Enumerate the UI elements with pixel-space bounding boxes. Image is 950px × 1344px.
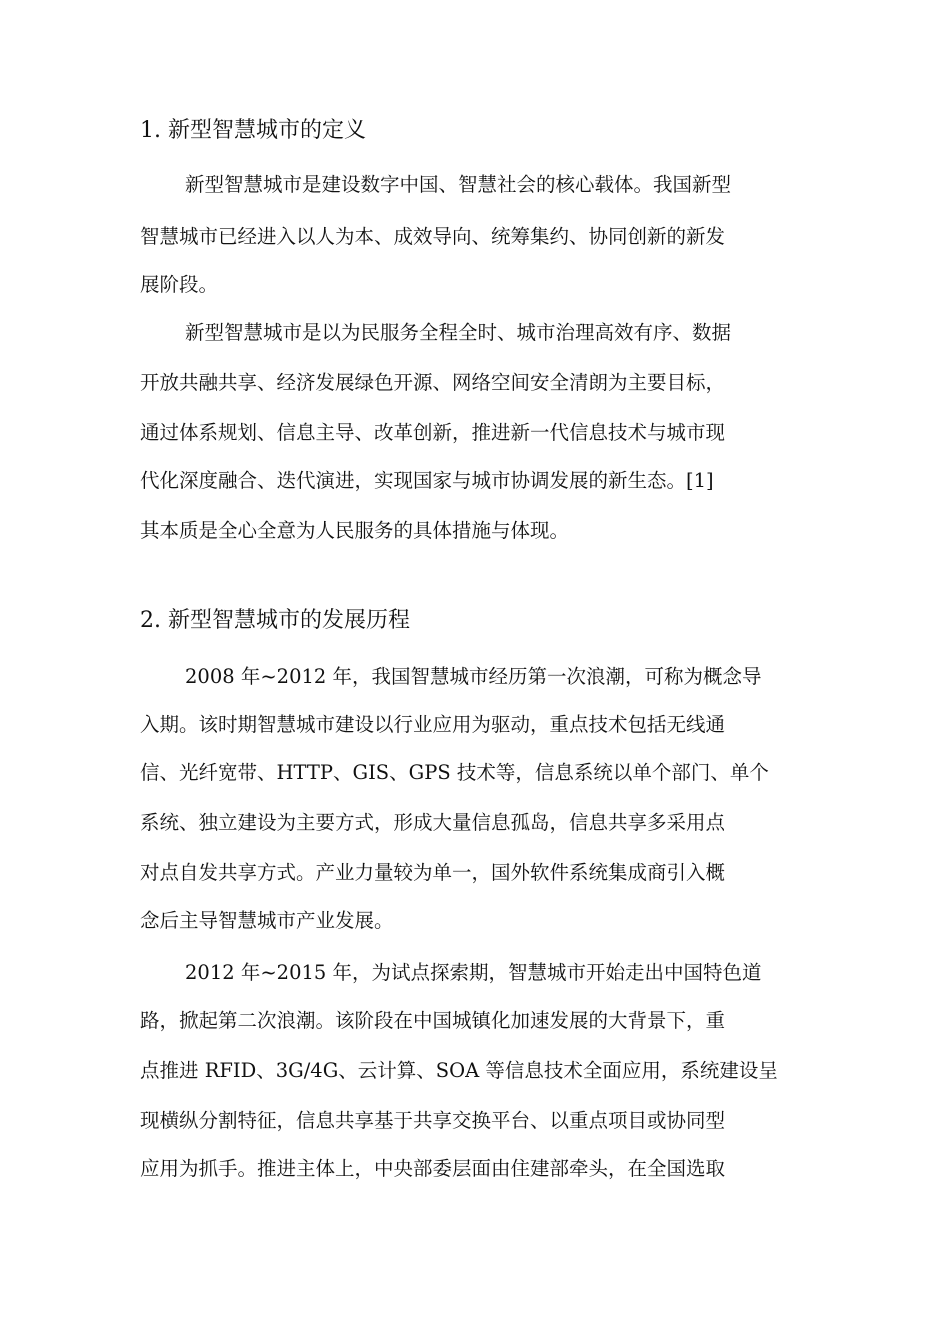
section-2-para-1-line: 入期。该时期智慧城市建设以行业应用为驱动，重点技术包括无线通 [140, 713, 726, 736]
section-2-para-2-line: 2012 年~2015 年，为试点探索期，智慧城市开始走出中国特色道 [185, 961, 762, 984]
section-2-para-1-line: 对点自发共享方式。产业力量较为单一，国外软件系统集成商引入概 [140, 861, 726, 884]
section-2-para-2-line: 现横纵分割特征，信息共享基于共享交换平台、以重点项目或协同型 [140, 1109, 726, 1132]
section-2-para-2-line: 点推进 RFID、3G/4G、云计算、SOA 等信息技术全面应用，系统建设呈 [140, 1059, 778, 1082]
section-1-para-1-line: 智慧城市已经进入以人为本、成效导向、统筹集约、协同创新的新发 [140, 225, 726, 248]
section-1-para-1-line: 展阶段。 [140, 273, 219, 296]
section-1-para-2-line: 通过体系规划、信息主导、改革创新，推进新一代信息技术与城市现 [140, 421, 726, 444]
section-2-para-2-line: 应用为抓手。推进主体上，中央部委层面由住建部牵头，在全国选取 [140, 1157, 726, 1180]
section-2-para-1-line: 念后主导智慧城市产业发展。 [140, 909, 394, 932]
section-1-para-1-line: 新型智慧城市是建设数字中国、智慧社会的核心载体。我国新型 [185, 173, 732, 196]
section-1-para-2-line: 代化深度融合、迭代演进，实现国家与城市协调发展的新生态。[1] [140, 469, 714, 492]
section-1-para-2-line: 新型智慧城市是以为民服务全程全时、城市治理高效有序、数据 [185, 321, 732, 344]
section-1-para-2-line: 开放共融共享、经济发展绿色开源、网络空间安全清朗为主要目标， [140, 371, 726, 394]
section-1-heading: 1. 新型智慧城市的定义 [140, 118, 366, 143]
section-2-para-1-line: 系统、独立建设为主要方式，形成大量信息孤岛，信息共享多采用点 [140, 811, 726, 834]
section-2-heading: 2. 新型智慧城市的发展历程 [140, 608, 410, 633]
section-2-para-2-line: 路，掀起第二次浪潮。该阶段在中国城镇化加速发展的大背景下，重 [140, 1009, 726, 1032]
section-2-para-1-line: 2008 年~2012 年，我国智慧城市经历第一次浪潮，可称为概念导 [185, 665, 762, 688]
section-2-para-1-line: 信、光纤宽带、HTTP、GIS、GPS 技术等，信息系统以单个部门、单个 [140, 761, 769, 784]
section-1-para-2-line: 其本质是全心全意为人民服务的具体措施与体现。 [140, 519, 570, 542]
